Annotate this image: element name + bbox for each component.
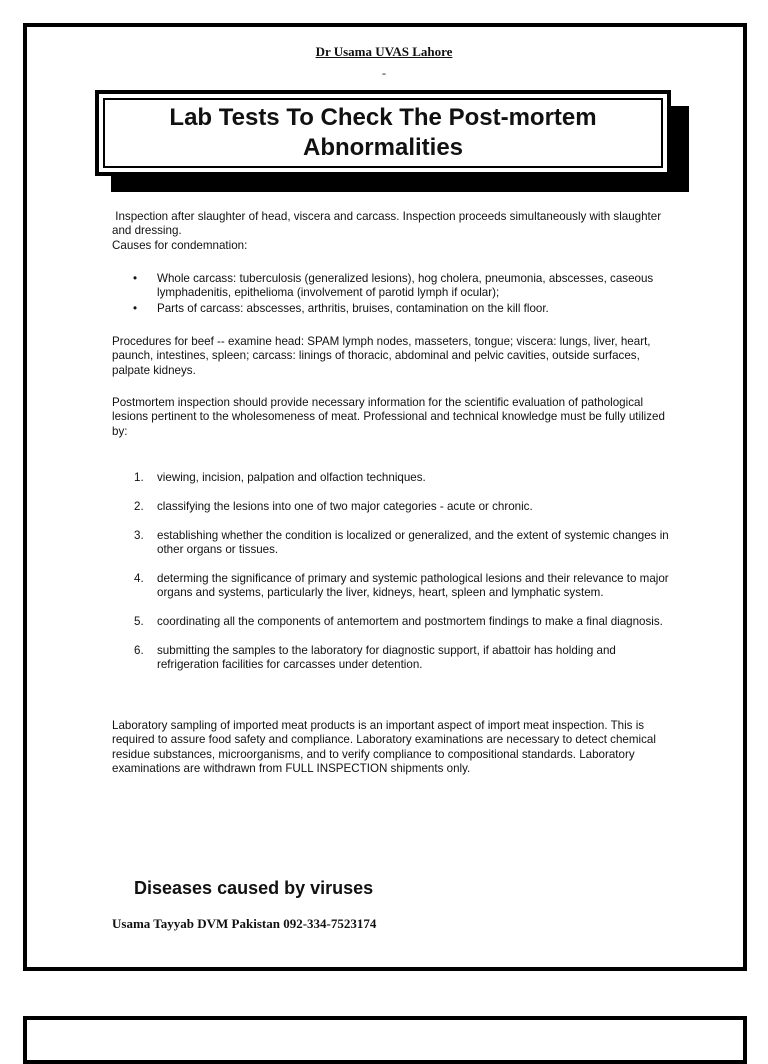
list-item-text: coordinating all the components of antemortem and postmortem findings to make a final diagnosis.	[157, 615, 663, 628]
procedures-paragraph: Procedures for beef -- examine head: SPAM lymph nodes, masseters, tongue; viscera: lungs, liver, heart, paunch, intestines, spleen; carcass: linings of thoracic, abdominal and pelvic cavities, outside surfaces, palpate kidneys.	[112, 335, 651, 377]
list-item-text: Parts of carcass: abscesses, arthritis, bruises, contamination on the kill floor.	[157, 301, 549, 315]
header-author: Dr Usama UVAS Lahore	[315, 44, 453, 59]
header-dash: -	[382, 66, 386, 80]
list-number: 3.	[134, 528, 144, 542]
list-number: 6.	[134, 643, 144, 657]
list-item-text: establishing whether the condition is localized or generalized, and the extent of systemic changes in other organs or tissues.	[157, 528, 669, 556]
list-item	[112, 302, 672, 316]
list-item-text: viewing, incision, palpation and olfaction techniques.	[157, 471, 426, 484]
next-page-border	[23, 1016, 747, 1064]
bullet-icon: •	[133, 272, 138, 285]
condemnation-list	[112, 272, 672, 317]
procedure-steps-list	[112, 471, 672, 687]
list-item-text: Whole carcass: tuberculosis (generalized lesions), hog cholera, pneumonia, abscesses, caseous lymphadenitis, epithelioma (involvement of parotid lymph if ocular);	[157, 272, 654, 300]
list-item	[112, 471, 672, 485]
list-item	[112, 572, 672, 601]
list-number: 1.	[134, 471, 144, 484]
title-line-2: Abnormalities	[302, 134, 464, 161]
causes-label: Causes for condemnation:	[112, 238, 248, 252]
list-item	[112, 500, 672, 514]
list-item	[112, 644, 672, 673]
list-item-text: classifying the lesions into one of two major categories - acute or chronic.	[157, 499, 533, 513]
title-line-1: Lab Tests To Check The Post-mortem	[169, 104, 597, 131]
list-item	[112, 615, 672, 629]
section-heading: Diseases caused by viruses	[134, 878, 374, 898]
intro-text: Inspection after slaughter of head, viscera and carcass. Inspection proceeds simultaneously with slaughter and dressing.	[112, 210, 665, 238]
intro-paragraph	[112, 210, 672, 253]
page-title	[103, 98, 663, 168]
list-number: 4.	[134, 571, 144, 585]
list-item-text: submitting the samples to the laboratory for diagnostic support, if abattoir has holding and refrigeration facilities for carcasses under detention.	[157, 643, 616, 672]
footer-author: Usama Tayyab DVM Pakistan 092-334-7523174	[112, 916, 377, 931]
list-item	[112, 529, 672, 558]
list-item	[112, 272, 672, 301]
postmortem-paragraph: Postmortem inspection should provide necessary information for the scientific evaluation of pathological lesions pertinent to the wholesomeness of meat. Professional and technical knowledge must be fully utilized by:	[112, 396, 665, 438]
list-number: 2.	[134, 499, 144, 513]
bullet-icon: •	[133, 301, 138, 315]
list-number: 5.	[134, 615, 144, 628]
list-item-text: determing the significance of primary and systemic pathological lesions and their relevance to major organs and systems, particularly the liver, kidneys, heart, spleen and lymphatic system.	[157, 571, 669, 600]
laboratory-paragraph: Laboratory sampling of imported meat products is an important aspect of import meat inspection. This is required to assure food safety and compliance. Laboratory examinations are necessary to detect chemical residue substances, microorganisms, and to verify compliance to compositional standards. Laboratory examinations are withdrawn from FULL INSPECTION shipments only.	[112, 719, 656, 776]
